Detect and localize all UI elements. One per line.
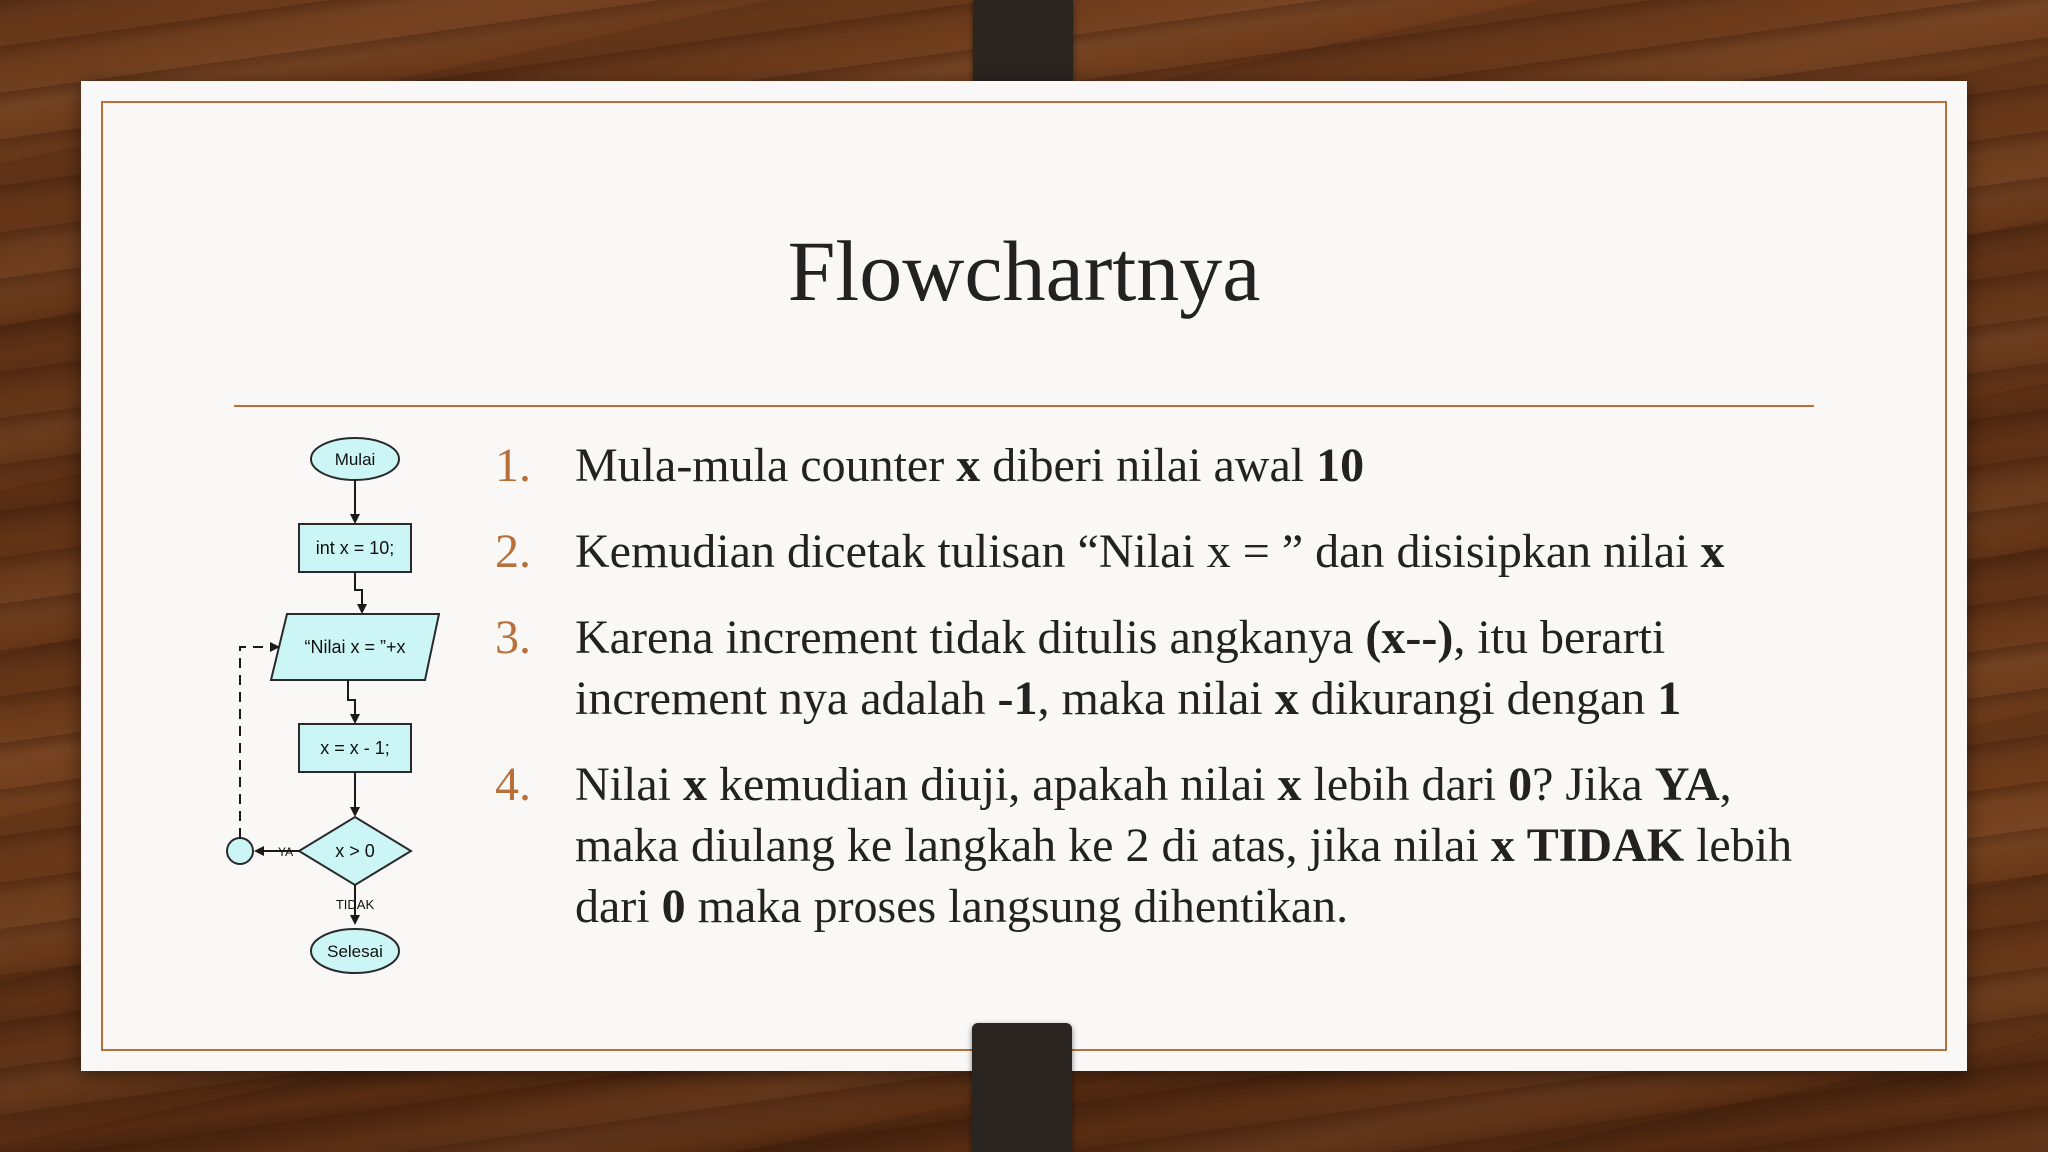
flowchart-svg bbox=[220, 430, 440, 990]
loop-connector bbox=[227, 838, 253, 864]
step-text: Kemudian dicetak tulisan “Nilai x = ” dan disisipkan nilai x bbox=[575, 525, 1725, 578]
yes-label: YA bbox=[278, 845, 294, 859]
step-item bbox=[495, 435, 1825, 496]
step-number: 2. bbox=[495, 525, 531, 578]
step-text: Nilai x kemudian diuji, apakah nilai x lebih dari 0? Jika YA, maka diulang ke langkah ke 2 di atas, jika nilai x TIDAK lebih dari 0 maka proses langsung dihentikan. bbox=[575, 758, 1793, 933]
condition-label: x > 0 bbox=[335, 841, 375, 861]
binder-clip-bottom bbox=[972, 1023, 1072, 1152]
start-label: Mulai bbox=[334, 450, 376, 469]
step-number: 1. bbox=[495, 439, 531, 492]
arrow-output-decrement bbox=[348, 680, 355, 722]
steps-list bbox=[495, 435, 1825, 962]
step-item bbox=[495, 521, 1825, 582]
step-number: 4. bbox=[495, 758, 531, 811]
init-label: int x = 10; bbox=[315, 538, 395, 558]
step-text: Karena increment tidak ditulis angkanya (x--), itu berarti increment nya adalah -1, maka nilai x dikurangi dengan 1 bbox=[575, 611, 1682, 725]
no-label: TIDAK bbox=[335, 897, 375, 912]
title-divider bbox=[234, 405, 1814, 407]
decrement-label: x = x - 1; bbox=[320, 738, 390, 758]
arrow-init-output bbox=[355, 572, 362, 612]
step-item bbox=[495, 607, 1825, 729]
step-item bbox=[495, 754, 1825, 937]
step-number: 3. bbox=[495, 611, 531, 664]
flowchart bbox=[220, 430, 440, 990]
slide-title: Flowchartnya bbox=[787, 223, 1261, 319]
step-text: Mula-mula counter x diberi nilai awal 10 bbox=[575, 439, 1365, 492]
output-label: “Nilai x = ”+x bbox=[304, 637, 406, 657]
end-label: Selesai bbox=[327, 942, 383, 961]
